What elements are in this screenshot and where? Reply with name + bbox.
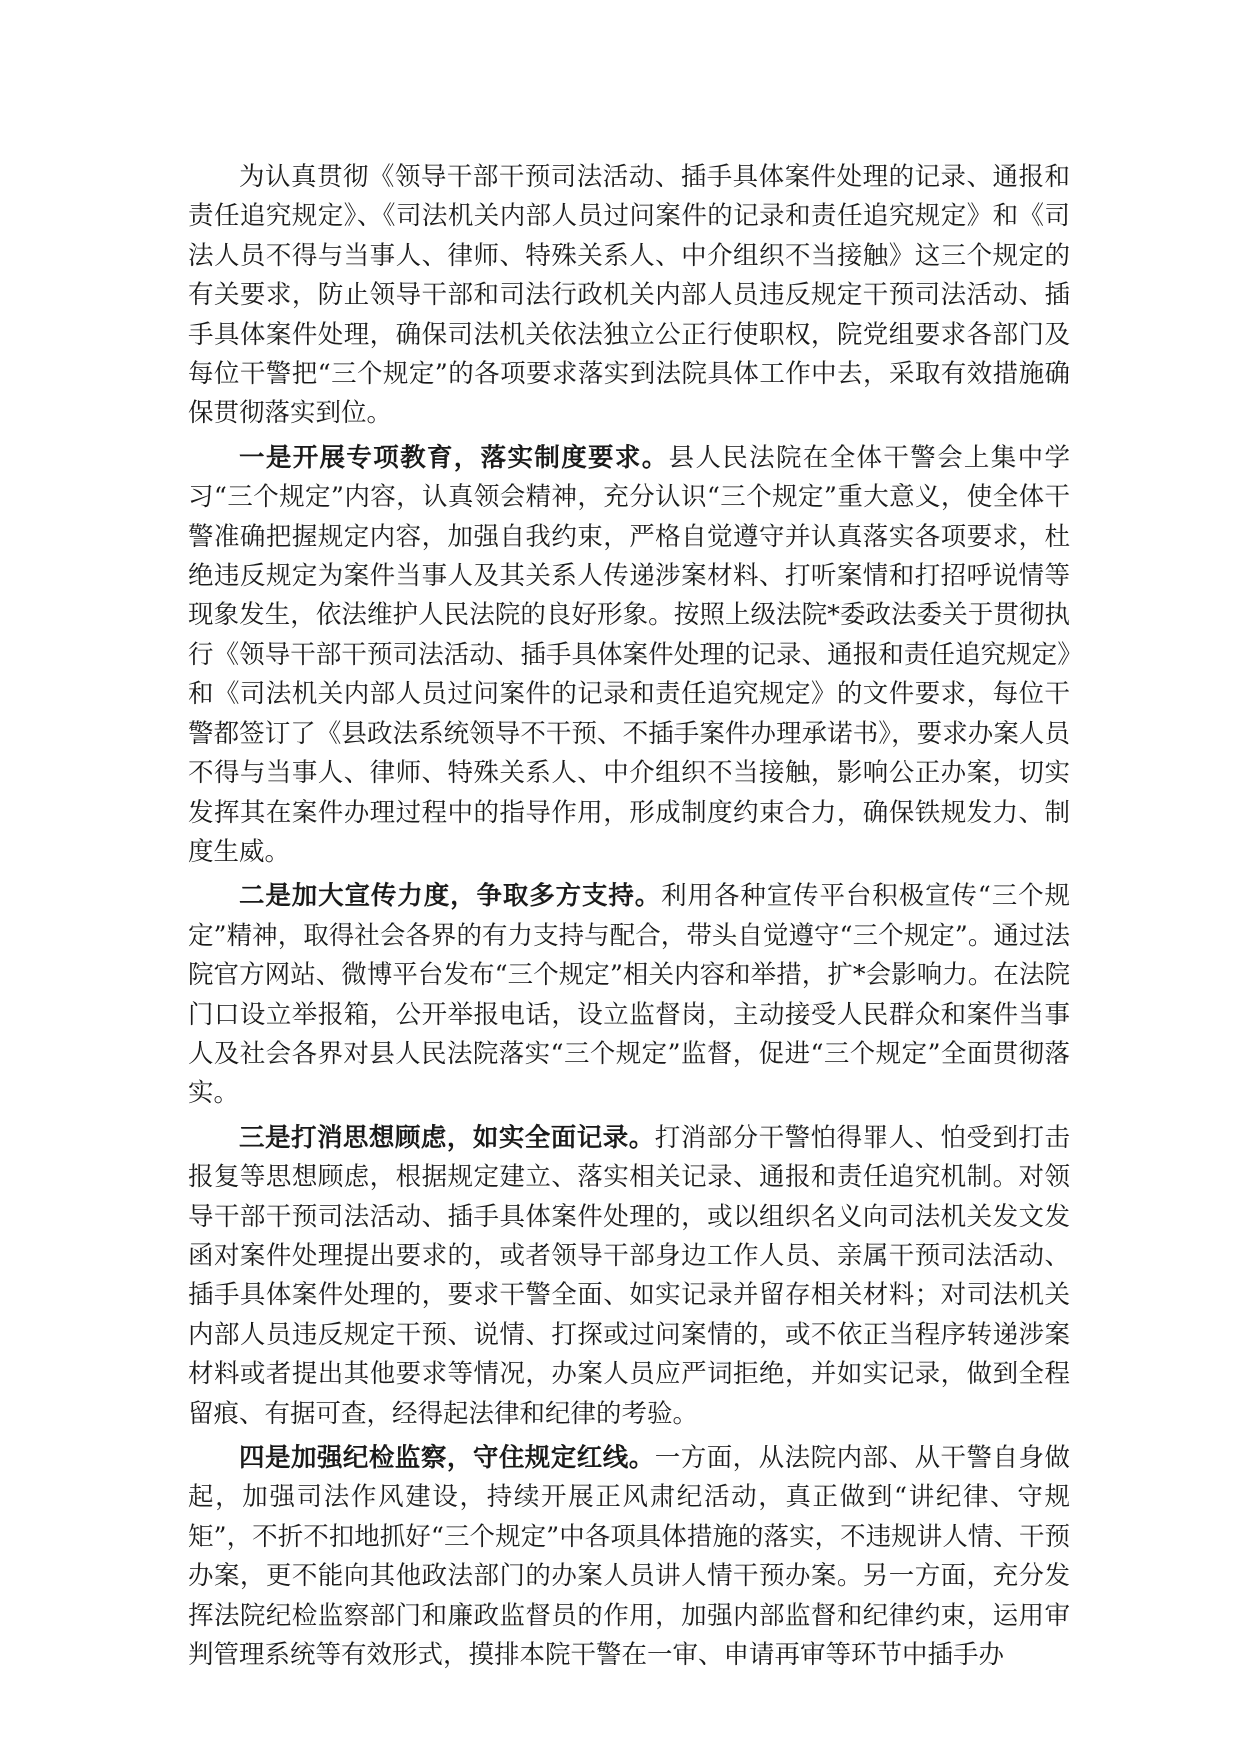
- section-four-body: 一方面，从法院内部、从干警自身做起，加强司法作风建设，持续开展正风肃纪活动，真正做到“讲纪律、守规矩”，不折不扣地抓好“三个规定”中各项具体措施的落实，不违规讲人情、干预办案，更不能向其他政法部门的办案人员讲人情干预办案。另一方面，充分发挥法院纪检监察部门和廉政监督员的作用，加强内部监督和纪律约束，运用审判管理系统等有效形式，摸排本院干警在一审、申请再审等环节中插手办: [188, 1443, 1070, 1671]
- section-four-heading: 四是加强纪检监察，守住规定红线。: [239, 1443, 655, 1473]
- section-three-paragraph: [188, 1119, 1070, 1434]
- section-three-body: 打消部分干警怕得罪人、怕受到打击报复等思想顾虑，根据规定建立、落实相关记录、通报和责任追究机制。对领导干部干预司法活动、插手具体案件处理的，或以组织名义向司法机关发文发函对案件处理提出要求的，或者领导干部身边工作人员、亲属干预司法活动、插手具体案件处理的，要求干警全面、如实记录并留存相关材料；对司法机关内部人员违反规定干预、说情、打探或过问案情的，或不依正当程序转递涉案材料或者提出其他要求等情况，办案人员应严词拒绝，并如实记录，做到全程留痕、有据可查，经得起法律和纪律的考验。: [188, 1122, 1070, 1429]
- section-three-heading: 三是打消思想顾虑，如实全面记录。: [239, 1122, 655, 1153]
- section-one-body: 县人民法院在全体干警会上集中学习“三个规定”内容，认真领会精神，充分认识“三个规定”重大意义，使全体干警准确把握规定内容，加强自我约束，严格自觉遵守并认真落实各项要求，杜绝违反规定为案件当事人及其关系人传递涉案材料、打听案情和打招呼说情等现象发生，依法维护人民法院的良好形象。按照上级法院*委政法委关于贯彻执行《领导干部干预司法活动、插手具体案件处理的记录、通报和责任追究规定》和《司法机关内部人员过问案件的记录和责任追究规定》的文件要求，每位干警都签订了《县政法系统领导不干预、不插手案件办理承诺书》，要求办案人员不得与当事人、律师、特殊关系人、中介组织不当接触，影响公正办案，切实发挥其在案件办理过程中的指导作用，形成制度约束合力，确保铁规发力、制度生威。: [188, 442, 1070, 867]
- intro-paragraph: 为认真贯彻《领导干部干预司法活动、插手具体案件处理的记录、通报和责任追究规定》、《司法机关内部人员过问案件的记录和责任追究规定》和《司法人员不得与当事人、律师、特殊关系人、中介组织不当接触》这三个规定的有关要求，防止领导干部和司法行政机关内部人员违反规定干预司法活动、插手具体案件处理，确保司法机关依法独立公正行使职权，院党组要求各部门及每位干警把“三个规定”的各项要求落实到法院具体工作中去，采取有效措施确保贯彻落实到位。: [188, 162, 1070, 429]
- section-four-paragraph: [188, 1439, 1070, 1675]
- section-one-paragraph: [188, 439, 1070, 872]
- section-two-paragraph: [188, 877, 1070, 1113]
- section-two-heading: 二是加大宣传力度，争取多方支持。: [239, 881, 662, 912]
- document-page: [188, 158, 1070, 1680]
- section-one-heading: 一是开展专项教育，落实制度要求。: [239, 442, 669, 473]
- section-two-body: 利用各种宣传平台积极宣传“三个规定”精神，取得社会各界的有力支持与配合，带头自觉遵守“三个规定”。通过法院官方网站、微博平台发布“三个规定”相关内容和举措，扩*会影响力。在法院门口设立举报箱，公开举报电话，设立监督岗，主动接受人民群众和案件当事人及社会各界对县人民法院落实“三个规定”监督，促进“三个规定”全面贯彻落实。: [188, 881, 1070, 1109]
